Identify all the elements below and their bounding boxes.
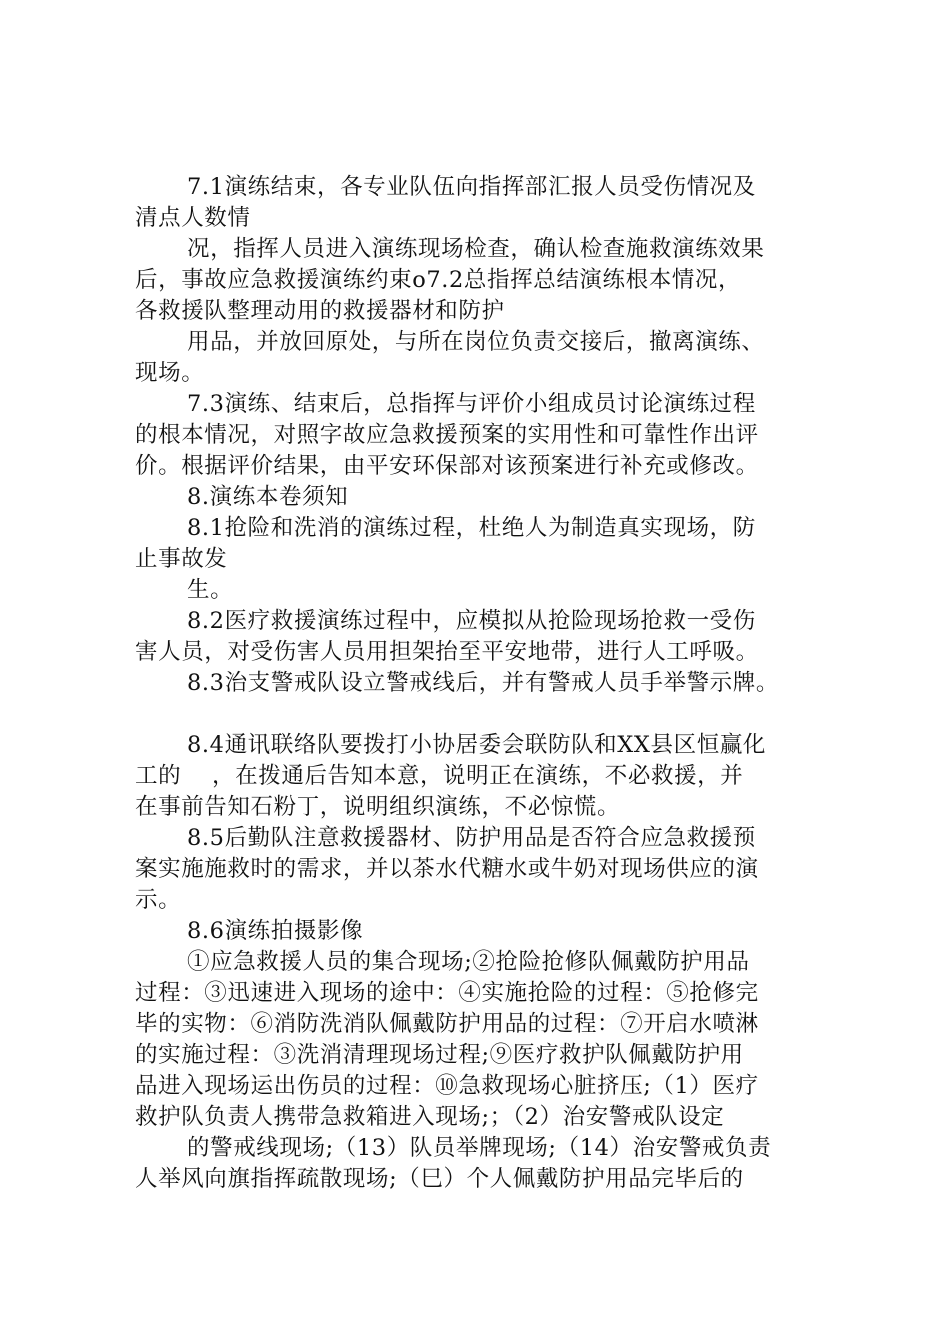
paragraph-7-1-line: 况，指挥人员进入演练现场检查，确认检查施救演练效果 bbox=[187, 236, 765, 262]
paragraph-7-1-line: 后，事故应急救援演练约束o7.2总指挥总结演练根本情况， bbox=[135, 267, 742, 293]
paragraph-8-4-line: 在事前告知石粉丁，说明组织演练，不必惊慌。 bbox=[135, 794, 621, 820]
paragraph-8-5-line: 8.5后勤队注意救援器材、防护用品是否符合应急救援预 bbox=[187, 825, 756, 851]
paragraph-8-6-line: 救护队负责人携带急救箱进入现场;；（2）治安警戒队设定 bbox=[135, 1104, 725, 1130]
paragraph-8-6-line: 过程：③迅速进入现场的途中：④实施抢险的过程：⑤抢修完 bbox=[135, 980, 759, 1006]
paragraph-8-5-line: 案实施施救时的需求，并以茶水代糖水或牛奶对现场供应的演 bbox=[135, 856, 759, 882]
paragraph-8-6-line: ①应急救援人员的集合现场;②抢险抢修队佩戴防护用品 bbox=[187, 949, 750, 975]
paragraph-8-4-line: 工的 ，在拨通后告知本意，说明正在演练，不必救援，并 bbox=[135, 763, 744, 789]
paragraph-7-1-line: 清点人数情 bbox=[135, 205, 251, 231]
paragraph-8-1-line: 8.1抢险和洗消的演练过程，杜绝人为制造真实现场，防 bbox=[187, 515, 756, 541]
paragraph-8-3-line: 8.3治支警戒队设立警戒线后，并有警戒人员手举警示牌。 bbox=[187, 670, 779, 696]
paragraph-8-5-line: 示。 bbox=[135, 887, 182, 913]
paragraph-8-6-line: 的警戒线现场;（13）队员举牌现场;（14）治安警戒负责 bbox=[187, 1135, 772, 1161]
paragraph-7-1-line: 7.1演练结束，各专业队伍向指挥部汇报人员受伤情况及 bbox=[187, 174, 756, 200]
paragraph-7-2-line: 用品，并放回原处，与所在岗位负责交接后，撤离演练、 bbox=[187, 329, 765, 355]
paragraph-8-4-line: 8.4通讯联络队要拨打小协居委会联防队和XX县区恒赢化 bbox=[187, 732, 767, 758]
paragraph-7-3-line: 的根本情况，对照字故应急救援预案的实用性和可靠性作出评 bbox=[135, 422, 759, 448]
document-body bbox=[135, 172, 835, 1195]
paragraph-7-2-line: 现场。 bbox=[135, 360, 205, 386]
paragraph-8-2-line: 害人员，对受伤害人员用担架抬至平安地带，进行人工呼吸。 bbox=[135, 639, 759, 665]
paragraph-7-2-line: 各救援队整理动用的救援器材和防护 bbox=[135, 298, 505, 324]
paragraph-8-6-line: 的实施过程：③洗消清理现场过程;⑨医疗救护队佩戴防护用 bbox=[135, 1042, 744, 1068]
paragraph-8-1-line: 止事故发 bbox=[135, 546, 228, 572]
paragraph-8-6-line: 品进入现场运出伤员的过程：⑩急救现场心脏挤压;（1）医疗 bbox=[135, 1073, 759, 1099]
paragraph-7-3-line: 价。根据评价结果，由平安环保部对该预案进行补充或修改。 bbox=[135, 453, 759, 479]
section-8-heading: 8.演练本卷须知 bbox=[187, 484, 349, 510]
paragraph-8-2-line: 8.2医疗救援演练过程中，应模拟从抢险现场抢救一受伤 bbox=[187, 608, 756, 634]
paragraph-7-3-line: 7.3演练、结束后，总指挥与评价小组成员讨论演练过程 bbox=[187, 391, 756, 417]
paragraph-8-6-line: 人举风向旗指挥疏散现场;（巳）个人佩戴防护用品完毕后的 bbox=[135, 1166, 744, 1192]
paragraph-8-1-line: 生。 bbox=[187, 577, 234, 603]
paragraph-8-6-line: 毕的实物：⑥消防洗消队佩戴防护用品的过程：⑦开启水喷淋 bbox=[135, 1011, 759, 1037]
paragraph-8-6-heading: 8.6演练拍摄影像 bbox=[187, 918, 364, 944]
